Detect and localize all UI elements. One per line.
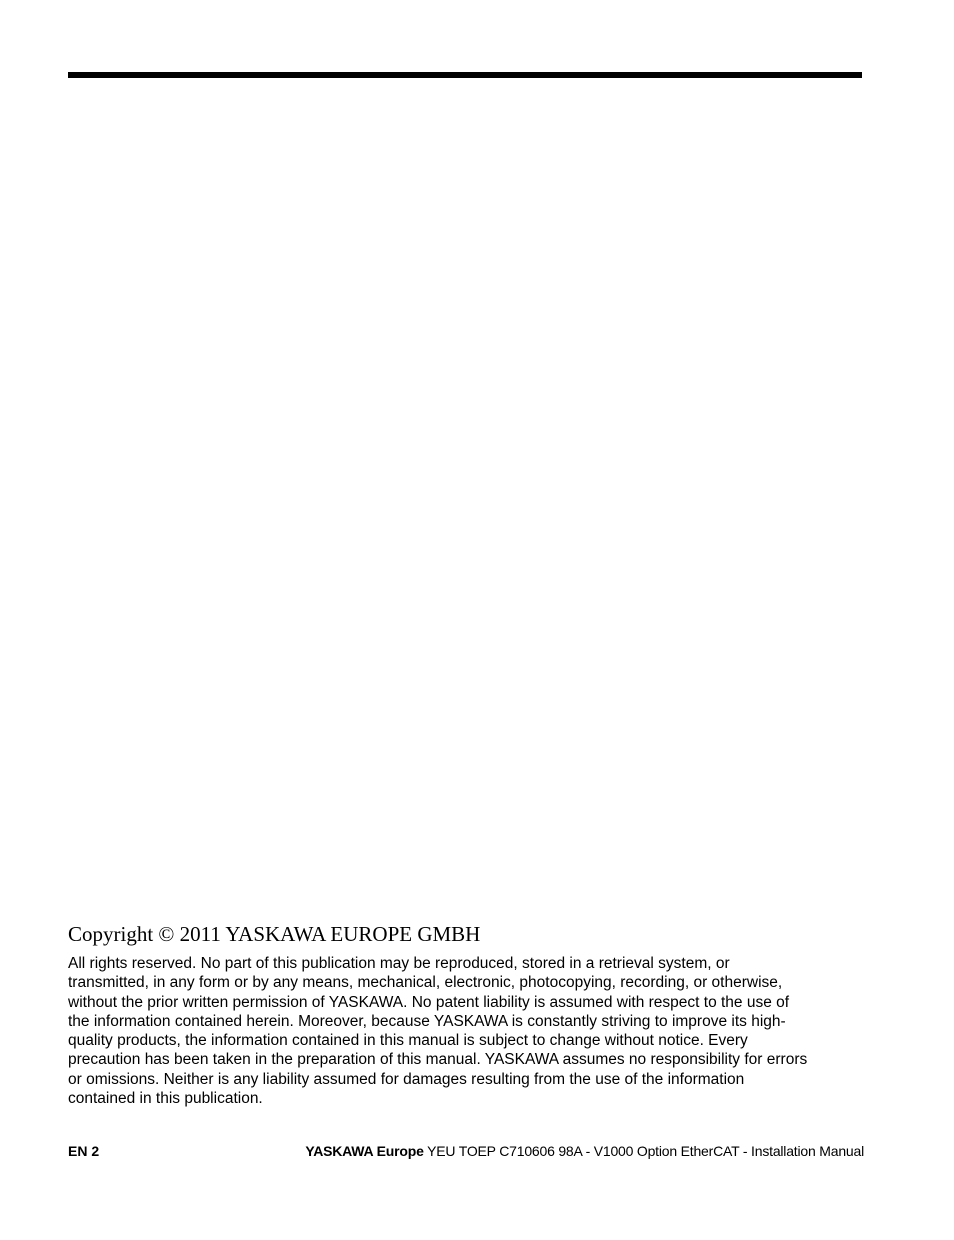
copyright-heading: Copyright © 2011 YASKAWA EUROPE GMBH bbox=[68, 922, 481, 946]
header-rule bbox=[68, 72, 862, 78]
rights-line: precaution has been taken in the preparation of this manual. YASKAWA assumes no responsibility for errors bbox=[68, 1051, 808, 1069]
rights-line: or omissions. Neither is any liability assumed for damages resulting from the use of the information bbox=[68, 1070, 745, 1088]
rights-line: without the prior written permission of YASKAWA. No patent liability is assumed with respect to the use of bbox=[68, 993, 790, 1011]
rights-line: quality products, the information contained in this manual is subject to change without notice. Every bbox=[68, 1032, 748, 1050]
rights-line: transmitted, in any form or by any means, mechanical, electronic, photocopying, recording, or otherwise, bbox=[68, 974, 783, 992]
footer-document-title: YEU TOEP C710606 98A - V1000 Option EtherCAT - Installation Manual bbox=[423, 1143, 864, 1159]
footer-document-info bbox=[305, 1142, 864, 1160]
rights-line: contained in this publication. bbox=[68, 1090, 263, 1108]
footer-brand: YASKAWA Europe bbox=[305, 1143, 424, 1159]
rights-line: All rights reserved. No part of this publication may be reproduced, stored in a retrieval system, or bbox=[68, 955, 730, 972]
rights-paragraph bbox=[68, 954, 868, 1108]
rights-line: the information contained herein. Moreover, because YASKAWA is constantly striving to improve its high- bbox=[68, 1012, 786, 1030]
page-number: EN 2 bbox=[68, 1143, 100, 1159]
